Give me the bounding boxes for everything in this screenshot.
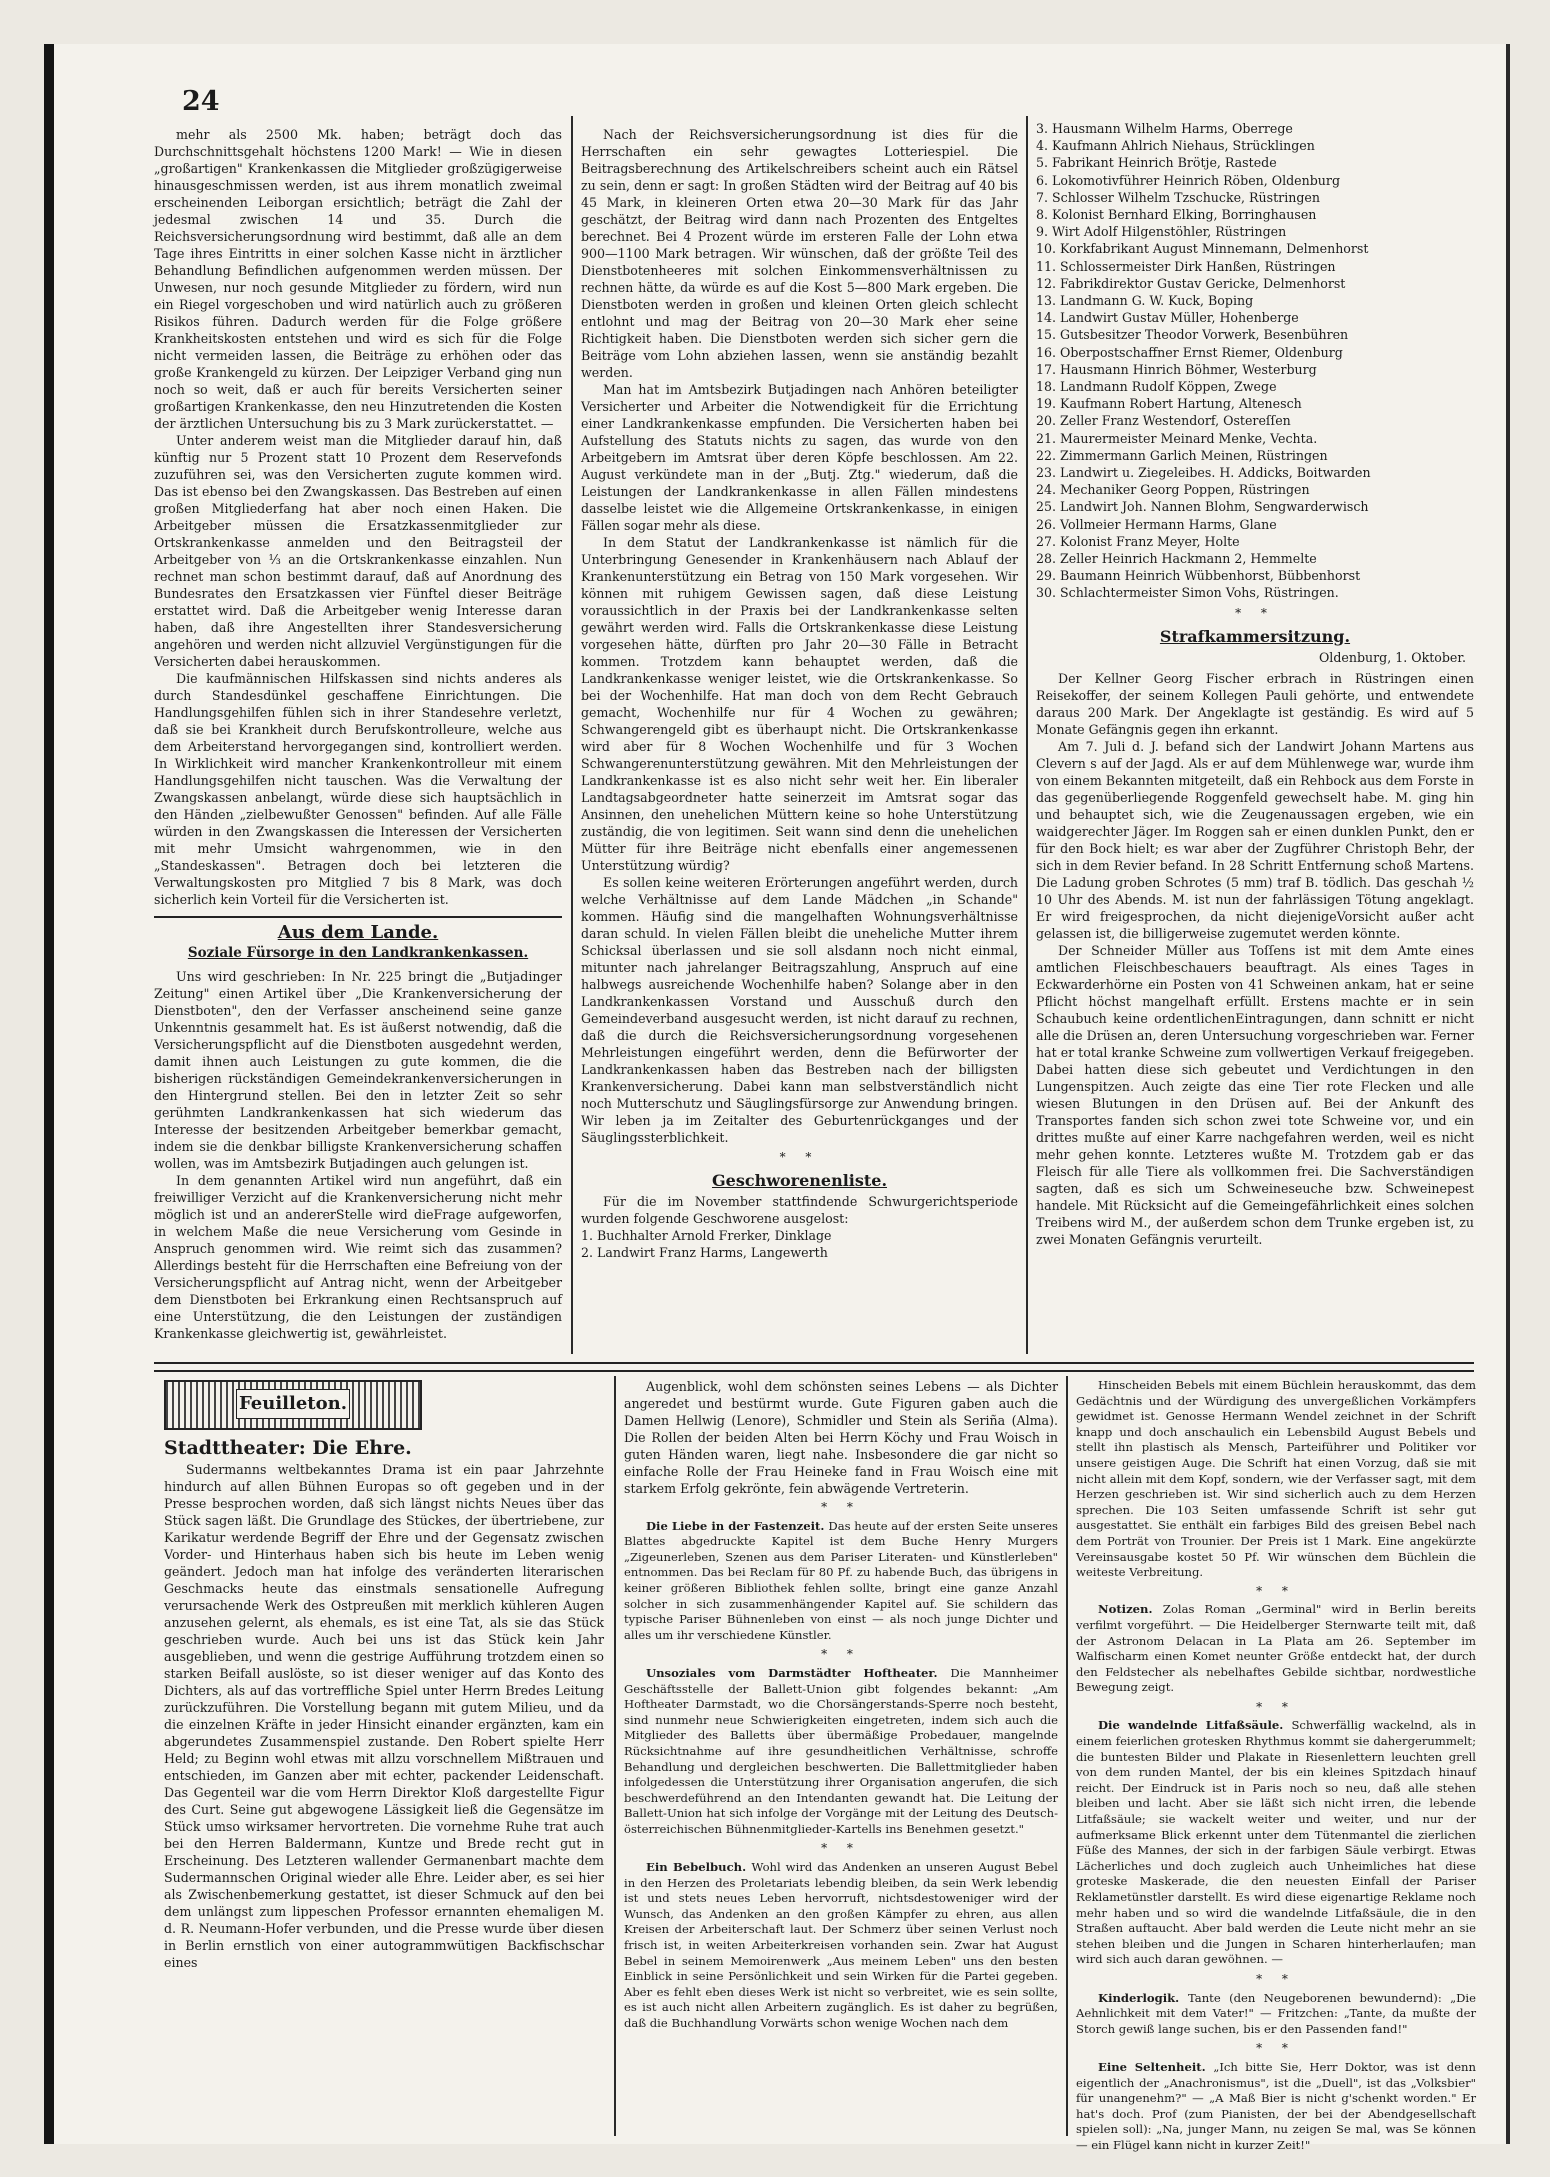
note-text: Schwerfällig wackelnd, als in einem feierlichen grotesken Rhythmus kommt sie dahergerummelt; die buntesten Bilder und Plakate in Riesenlettern leuchten grell von dem runden Mantel, der bis ein kleines Spitzdach hinauf reicht. Der Eindruck ist in Paris noch so neu, daß alle stehen bleiben und lacht. Aber sie läßt sich nicht irren, die lebende Litfaßsäule; sie wackelt weiter und weiter, und nur der aufmerksame Blick erkennt unter dem Tütenmantel die zierlichen Füße des Mannes, der sich in der farbigen Säule verbirgt. Etwas Lächerliches und doch zugleich auch Unheimliches hat diese groteske Maskerade, die den neuesten Einfall der Pariser Reklametünstler darstellt. Es wird diese eigenartige Reklame noch mehr haben und so wird die wandelnde Litfaßsäule, die in den Straßen auftaucht. Aber bald werden die Leute nicht mehr an sie stehen bleiben und die Jungen in Scharen hinterherlaufen; man wird sich auch daran gewöhnen. —	[1076, 1718, 1477, 1967]
juror-entry: 14. Landwirt Gustav Müller, Hohenberge	[1036, 310, 1299, 326]
feuilleton-label: Feuilleton.	[236, 1389, 350, 1419]
separator-stars: * *	[821, 1841, 861, 1856]
juror-entry: 2. Landwirt Franz Harms, Langewerth	[581, 1245, 828, 1261]
feuilleton-note	[624, 1519, 1058, 1644]
juror-entry: 27. Kolonist Franz Meyer, Holte	[1036, 533, 1240, 549]
separator-stars: * *	[1256, 2041, 1296, 2056]
juror-entry: 3. Hausmann Wilhelm Harms, Oberrege	[1036, 121, 1293, 136]
feuilleton-ornament-box	[164, 1380, 422, 1430]
note-lead: Die Liebe in der Fastenzeit.	[646, 1518, 829, 1533]
separator-stars: * *	[821, 1647, 861, 1662]
note-lead: Die wandelnde Litfaßsäule.	[1098, 1718, 1292, 1733]
juror-entry: 23. Landwirt u. Ziegeleibes. H. Addicks, Boitwarden	[1036, 465, 1371, 481]
juror-entry: 7. Schlosser Wilhelm Tzschucke, Rüstringen	[1036, 189, 1320, 205]
article-paragraph: Man hat im Amtsbezirk Butjadingen nach Anhören beteiligter Versicherter und Arbeiter die Notwendigkeit für die Errichtung einer Landkrankenkasse empfunden. Die Versicherten haben bei Aufstellung des Statuts nichts zu sagen, das wurde von den Arbeitgebern im Amtsrat über deren Köpfe beschlossen. Am 22. August verkündete man in der „Butj. Ztg." wiederum, daß die Leistungen der Landkrankenkasse in allen Fällen mindestens dasselbe leistet wie die Allgemeine Ortskrankenkasse, in einigen Fällen sogar mehr als diese.	[581, 382, 1018, 533]
court-report-paragraph: Der Schneider Müller aus Toſſens ist mit dem Amte eines amtlichen Fleischbeschauers beauftragt. Als eines Tages in Eckwarderhörne ein Posten von 41 Schweinen ankam, hat er seine Pflicht höchst mangelhaft erfüllt. Erstens machte er in sein Schaubuch keine ordentlichenEintragungen, dann schnitt er nicht alle die Drüsen an, deren Untersuchung vorgeschrieben war. Ferner hat er total kranke Schweine zum vollwertigen Verkauf freigegeben. Dabei hatten diese sich gebeutet und Verdichtungen in den Lungenspitzen. Auch zeigte das eine Tier rote Flecken und alle wiesen Blutungen in den Drüsen auf. Bei der Ankunft des Transportes fanden sich schon zwei tote Schweine vor, und ein drittes mußte auf einer Karre nachgefahren werden, weil es nicht mehr gehen konnte. Letzteres wußte M. Trotzdem gab er das Fleisch für alle Tiere als vollkommen frei. Die Sachverständigen sagten, daß es sich um Schweineseuche bzw. Schweinepest handele. Mit Rücksicht auf die Gemeingefährlichkeit eines solchen Treibens wird M., der außerdem schon dem Trunke ergeben ist, zu zwei Monaten Gefängnis verurteilt.	[1036, 942, 1474, 1247]
juror-entry: 24. Mechaniker Georg Poppen, Rüstringen	[1036, 482, 1310, 498]
review-paragraph: Augenblick, wohl dem schönsten seines Lebens — als Dichter angeredet und bestürmt wurde. Gute Figuren gaben auch die Damen Hellwig (Lenore), Schmidler und Stein als Seriña (Alma). Die Rollen der beiden Alten bei Herrn Köchy und Frau Woisch in guten Händen waren, liegt nahe. Insbesondere die gar nicht so einfache Rolle der Frau Heineke fand in Frau Woisch eine mit starkem Erfolg gekrönte, fein abwägende Vertreterin.	[624, 1379, 1058, 1496]
juror-entry: 22. Zimmermann Garlich Meinen, Rüstringen	[1036, 447, 1328, 463]
article-paragraph: mehr als 2500 Mk. haben; beträgt doch das Durchschnittsgehalt höchstens 1200 Mark! — Wie in diesen „großartigen" Krankenkassen die Mitglieder großzügigerweise hinausgeschmissen werden, ist aus ihrem monatlich zweimal erscheinenden Leiborgan ersichtlich; beträgt die Zahl der jedesmal zwischen 14 und 35. Durch die Reichsversicherungsordnung wird bestimmt, daß alle an dem Tage ihres Eintritts in einer solchen Kasse nicht in ärztlicher Behandlung Befindlichen aufgenommen werden müssen. Der Unwesen, nur noch gesunde Mitglieder zu fördern, wird nun ein Riegel vorgeschoben und wird natürlich auch zu größeren Risikos führen. Dadurch werden für die Folge größere Krankheitskosten entstehen und wird es sich für die Folge nicht vermeiden lassen, die Beiträge zu erhöhen oder das große Krankengeld zu kürzen. Der Leipziger Verband ging nun noch so weit, daß er auch für bereits Versicherten seiner großartigen Krankenkasse, den neu Hinzutretenden die Kosten der ärztlichen Untersuchung bis zu 3 Mark zurückerstattet. —	[154, 127, 562, 431]
newspaper-page	[44, 44, 1510, 2152]
feuilleton-rule-2	[1066, 1376, 1068, 2136]
column-3	[1036, 120, 1474, 1354]
feuilleton-note	[624, 1666, 1058, 1838]
separator-stars: * *	[1256, 1699, 1296, 1714]
juror-list-part-1	[581, 1227, 1018, 1261]
juror-entry: 29. Baumann Heinrich Wübbenhorst, Bübbenhorst	[1036, 568, 1361, 584]
note-lead: Eine Seltenheit.	[1098, 2059, 1214, 2074]
feuilleton-divider	[154, 1362, 1474, 1372]
column-2	[581, 126, 1018, 1354]
juror-entry: 6. Lokomotivführer Heinrich Röben, Oldenburg	[1036, 172, 1341, 188]
review-paragraph: Sudermanns weltbekanntes Drama ist ein paar Jahrzehnte hindurch auf allen Bühnen Europas so oft gegeben und in der Presse besprochen worden, daß sich längst nichts Neues über das Stück sagen läßt. Die Grundlage des Stückes, der übertriebene, zur Karikatur werdende Begriff der Ehre und der Gegensatz zwischen Vorder- und Hinterhaus haben sich bis heute im Leben wenig geändert. Jedoch man hat infolge des veränderten literarischen Geschmacks heute das einstmals sensationelle Aufregung verursachende Werk des Ostpreußen mit merklich kühleren Augen anzusehen gelernt, als ehemals, es ist eine Tat, als sie das Stück geschrieben wurde. Auch bei uns ist das Stück kein Jahr ausgeblieben, und wenn die gestrige Aufführung trotzdem einen so starken Beifall auslöste, so ist dieser weniger auf das Konto des Dichters, als auf das vortreffliche Spiel unter Herrn Bredes Leitung zurückzuführen. Die Vorstellung begann mit gutem Milieu, und da die einzelnen Kräfte in jeder Hinsicht einander ergänzten, kam ein abgerundetes Zusammenspiel zustande. Den Robert spielte Herr Held; zu Beginn wohl etwas mit allzu vorschnellem Mißtrauen und entschieden, im Ganzen aber mit echter, packender Leidenschaft. Das Gegenteil war die vom Herrn Direktor Kloß dargestellte Figur des Curt. Seine gut abgewogene Lässigkeit ließ die Gegensätze im Stück umso wirksamer hervortreten. Die vornehme Ruhe trat auch bei den Herren Baldermann, Kuntze und Brede recht gut in Erscheinung. Des Letzteren wallender Germanenbart machte dem Sudermannschen Original wieder alle Ehre. Leider aber, es sei hier als Zwischenbemerkung gestattet, ist dieser Schmuck auf den bei dem unlängst zum lippeschen Professor ernannten ehemaligen M. d. R. Neumann-Hofer verbunden, und die Presse wurde über diesen in Berlin ernstlich von einer autogrammwütigen Backfischschar eines	[164, 1462, 604, 1970]
feuilleton-column-1	[164, 1378, 604, 2138]
column-rule-1	[571, 116, 573, 1354]
section-divider	[154, 908, 562, 918]
juror-entry: 13. Landmann G. W. Kuck, Boping	[1036, 293, 1254, 309]
court-section-title: Strafkammersitzung.	[1159, 626, 1351, 646]
juror-entry: 30. Schlachtermeister Simon Vohs, Rüstringen.	[1036, 585, 1339, 601]
separator-stars: * *	[779, 1150, 820, 1164]
column-rule-2	[1026, 116, 1028, 1354]
note-lead: Notizen.	[1098, 1602, 1163, 1617]
feuilleton-note	[1076, 1602, 1476, 1696]
separator-stars: * *	[1256, 1583, 1296, 1598]
page-number: 24	[182, 86, 220, 117]
article-paragraph: Uns wird geschrieben: In Nr. 225 bringt die „Butjadinger Zeitung" einen Artikel über „Die Krankenversicherung der Dienstboten", den der Verfasser anscheinend seine ganze Unkenntnis gesammelt hat. Es ist äußerst notwendig, daß die Versicherungspflicht auf die Dienstboten ausgedehnt werden, damit ihnen auch Leistungen zu gute kommen, die die bisherigen rückständigen Gemeindekrankenversicherungen in den Hintergrund stellen. Bei den in letzter Zeit so sehr gerühmten Landkrankenkassen hat sich wiederum das Interesse der besitzenden Arbeitgeber bemerkbar gemacht, indem sie die denkbar billigste Krankenversicherung schaffen wollen, was im Amtsbezirk Butjadingen auch gelungen ist.	[154, 969, 562, 1171]
note-text: Die Mannheimer Geschäftsstelle der Ballett-Union gibt folgendes bekannt: „Am Hoftheater Darmstadt, wo die Chorsängerstands-Sperre noch besteht, sind nunmehr neue Schwierigkeiten eingetreten, indem sich auch die Mitglieder des Balletts über übermäßige Probedauer, mangelnde Rücksichtnahme auf ihre gesundheitlichen Verhältnisse, schroffe Behandlung und dergleichen beschwerten. Die Ballettmitglieder haben infolgedessen die Unterstützung ihrer Organisation angerufen, die sich beschwerdeführend an den Intendanten gewandt hat. Die Leitung der Ballett-Union hat sich infolge der Vorgänge mit der Leitung des Deutsch-österreichischen Bühnenmitglieder-Kartells ins Benehmen gesetzt."	[624, 1665, 1058, 1836]
juror-entry: 19. Kaufmann Robert Hartung, Altenesch	[1036, 396, 1302, 412]
feuilleton-note	[1076, 2060, 1476, 2154]
note-text: Das heute auf der ersten Seite unseres Blattes abgedruckte Kapitel ist dem Buche Henry Murgers „Zigeunerleben, Szenen aus dem Pariser Literaten- und Künstlerleben" entnommen. Das bei Reclam für 80 Pf. zu habende Buch, das übrigens in keiner größeren Bibliothek fehlen sollte, bringt eine ganze Anzahl solcher in sich zusammenhängender Kapitel auf. Sie schildern das typische Pariser Bühnenleben von einst — als noch junge Dichter und alles um ihr verschiedene Künstler.	[624, 1518, 1058, 1642]
feuilleton-note	[624, 1860, 1058, 2032]
juror-entry: 4. Kaufmann Ahlrich Niehaus, Strücklingen	[1036, 138, 1315, 154]
review-paragraph: Hinscheiden Bebels mit einem Büchlein herauskommt, das dem Gedächtnis und der Würdigung des unvergeßlichen Vorkämpfers gewidmet ist. Genosse Hermann Wendel zeichnet in der Schrift knapp und doch anschaulich ein Lebensbild August Bebels und stellt ihn plastisch als Mensch, Parteiführer und Politiker vor unsere geistigen Auge. Die Schrift hat einen Vorzug, daß sie mit nicht allein mit dem Kopf, sondern, wie der Verfasser sagt, mit dem Herzen geschrieben ist. Wir sind sicherlich auch zu dem Herzen sprechen. Die 103 Seiten umfassende Schrift ist sehr gut ausgestattet. Sie enthält ein farbiges Bild des greisen Bebel nach dem Porträt von Trounier. Der Preis ist 1 Mark. Eine angekürzte Vereinsausgabe kostet 50 Pf. Wir wünschen dem Büchlein die weiteste Verbreitung.	[1076, 1378, 1476, 1580]
note-lead: Kinderlogik.	[1098, 1990, 1188, 2005]
article-paragraph: In dem Statut der Landkrankenkasse ist nämlich für die Unterbringung Genesender in Krankenhäusern nach Ablauf der Krankenunterstützung ein Betrag von 150 Mark vorgesehen. Wir können mit ruhigem Gewissen sagen, daß diese Leistung voraussichtlich in der Praxis bei der Landkrankenkasse selten gewährt werden wird. Falls die Ortskrankenkasse diese Leistung vorgesehen hätte, dürften pro Jahr 20—30 Fälle in Betracht kommen. Trotzdem kann behauptet werden, daß die Landkrankenkasse weniger leistet, wie die Ortskrankenkasse. So bei der Wochenhilfe. Hat man doch von dem Recht Gebrauch gemacht, Wochenhilfe nur für 4 Wochen zu gewähren; Schwangerengeld gibt es überhaupt nicht. Die Ortskrankenkasse wird aber für 8 Wochen Wochenhilfe und für 3 Wochen Schwangerenunterstützung gewähren. Mit den Mehrleistungen der Landkrankenkasse ist es also nicht sehr weit her. Ein liberaler Landtagsabgeordneter hatte seinerzeit im Amtsrat sogar das Ansinnen, den unehelichen Müttern keine so hohe Unterstützung zuständig, die von legitimen. Seit wann sind denn die unehelichen Mütter für ihre Beiträge nicht ebenfalls einer angemessenen Unterstützung würdig?	[581, 535, 1018, 873]
article-paragraph: In dem genannten Artikel wird nun angeführt, daß ein freiwilliger Verzicht auf die Krankenversicherung nicht mehr möglich ist und an andererStelle wird dieFrage aufgeworfen, in welchem Maße die neue Versicherung vom Gesinde in Anspruch genommen wird. Wie reimt sich das zusammen? Allerdings besteht für die Herrschaften eine Befreiung von der Versicherungspflicht auf Antrag nicht, wenn der Arbeitgeber dem Dienstboten bei Erkrankung einen Rechtsanspruch auf eine Unterstützung, die den Leistungen der zuständigen Krankenkasse gleichwertig ist, gewährleistet.	[154, 1173, 562, 1341]
juror-list-part-2	[1036, 120, 1474, 602]
separator-stars: * *	[821, 1500, 861, 1514]
note-text: Wohl wird das Andenken an unseren August Bebel in den Herzen des Proletariats lebendig bleiben, da sein Werk lebendig ist und stets neues Leben hervorruft, nichtsdestoweniger wird der Wunsch, das Andenken an den großen Kämpfer zu ehren, aus allen Kreisen der Arbeiterschaft laut. Der Schmerz über seinen Verlust noch frisch ist, in weiten Arbeiterkreisen vorhanden sein. Zwar hat August Bebel in seinem Memoirenwerk „Aus meinem Leben" uns den besten Einblick in seine Persönlichkeit und sein Wirken für die Partei gegeben. Aber es fehlt eben dieses Werk ist nicht so verbreitet, wie es sein sollte, es ist auch nicht allen Arbeitern zugänglich. Es ist daher zu begrüßen, daß die Buchhandlung Vorwärts schon wenige Wochen nach dem	[624, 1860, 1058, 2030]
feuilleton-note	[1076, 1718, 1476, 1968]
juror-entry: 1. Buchhalter Arnold Frerker, Dinklage	[581, 1228, 832, 1243]
juror-entry: 21. Maurermeister Meinard Menke, Vechta.	[1036, 430, 1318, 446]
note-text: Tante (den Neugeborenen bewundernd): „Die Aehnlichkeit mit dem Vater!" — Fritzchen: „Tante, da mußte der Storch gewiß lange suchen, bis er den Passenden fand!"	[1076, 1990, 1476, 2036]
article-paragraph: Es sollen keine weiteren Erörterungen angeführt werden, durch welche Verhältnisse auf dem Lande Mädchen „in Schande" kommen. Häufig sind die mangelhaften Wohnungsverhältnisse daran schuld. In vielen Fällen bleibt die uneheliche Mutter ihrem Schicksal überlassen und sie soll alsdann noch nicht einmal, mitunter nach jahrelanger Beitragszahlung, Anspruch auf eine halbwegs ausreichende Wochenhilfe haben? Solange aber in den Landkrankenkassen Vorstand und Ausschuß durch den Gemeindeverband ausgesucht werden, ist nicht darauf zu rechnen, daß die durch die Reichsversicherungsordnung vorgesehenen Mehrleistungen eingeführt werden, denn die Befürworter der Landkrankenkassen haben das Bestreben nach der billigsten Krankenversicherung. Dabei kann man selbstverständlich nicht noch Mutterschutz und Säuglingsfürsorge zur Anwendung bringen. Wir leben ja im Zeitalter des Geburtenrückganges und der Säuglingssterblichkeit.	[581, 875, 1018, 1145]
feuilleton-column-3	[1076, 1378, 1477, 2152]
juror-entry: 20. Zeller Franz Westendorf, Ostereſſen	[1036, 413, 1291, 429]
court-report-paragraph: Am 7. Juli d. J. befand sich der Landwirt Johann Martens aus Clevern s auf der Jagd. Als er auf dem Mühlenwege war, wurde ihm von einem Bekannten mitgeteilt, daß ein Rehbock aus dem Forste in das gegenüberliegende Roggenfeld gewechselt habe. M. ging hin und behauptet sich, wie die Zeugenaussagen ergeben, wie ein waidgerechter Jäger. Im Roggen sah er einen dunklen Punkt, den er für den Bock hielt; es war aber der Zugführer Christoph Behr, der sich in dem Revier befand. In 28 Schritt Entfernung schoß Martens. Die Ladung groben Schrotes (5 mm) traf B. tödlich. Das geschah ½ 10 Uhr des Abends. M. ist nun der fahrlässigen Tötung angeklagt. Er wird freigesprochen, da nicht diejenigeVorsicht außer acht gelassen ist, die billigerweise zugemutet werden könnte.	[1036, 738, 1474, 941]
court-report-paragraph: Der Kellner Georg Fischer erbrach in Rüstringen einen Reisekoffer, der seinem Kollegen Pauli gehörte, und entwendete daraus 200 Mark. Der Angeklagte ist geständig. Es wird auf 5 Monate Gefängnis gegen ihn erkannt.	[1036, 670, 1474, 737]
note-lead: Ein Bebelbuch.	[646, 1860, 752, 1875]
juror-entry: 18. Landmann Rudolf Köppen, Zwege	[1036, 379, 1277, 395]
juror-entry: 12. Fabrikdirektor Gustav Gericke, Delmenhorst	[1036, 275, 1346, 291]
section-title: Aus dem Lande.	[277, 922, 439, 943]
feuilleton-note	[1076, 1991, 1476, 2038]
juror-entry: 16. Oberpostschaffner Ernst Riemer, Oldenburg	[1036, 344, 1343, 360]
juror-entry: 17. Hausmann Hinrich Böhmer, Westerburg	[1036, 361, 1317, 377]
juror-entry: 9. Wirt Adolf Hilgenstöhler, Rüstringen	[1036, 224, 1287, 240]
juror-entry: 5. Fabrikant Heinrich Brötje, Rastede	[1036, 155, 1277, 171]
separator-stars: * *	[1235, 605, 1275, 620]
article-paragraph: Nach der Reichsversicherungsordnung ist dies für die Herrschaften ein sehr gewagtes Lotteriespiel. Die Beitragsberechnung des Artikelschreibers scheint auch ein Rätsel zu sein, denn er sagt: In großen Städten wird der Beitrag auf 40 bis 45 Mark, in kleineren Orten etwa 20—30 Mark für das Jahr geschätzt, der Beitrag wird dann nach Prozenten des Entgeltes berechnet. Bei 4 Prozent würde im ersteren Falle der Lohn etwa 900—1100 Mark betragen. Wir wünschen, daß der größte Teil des Dienstbotenheeres mit solchen Einkommensverhältnissen zu rechnen hätte, da würde es auf die Kost 5—800 Mark ergeben. Die Dienstboten werden in großen und kleinen Orten gleich schlecht entlohnt und mag der Beitrag von 20—30 Mark eher seine Richtigkeit haben. Die Dienstboten werden sich sicher gern die Beiträge vom Lohn abziehen lassen, wenn sie anständig bezahlt werden.	[581, 127, 1018, 380]
juror-entry: 28. Zeller Heinrich Hackmann 2, Hemmelte	[1036, 551, 1317, 567]
note-text: „Ich bitte Sie, Herr Doktor, was ist denn eigentlich der „Anachronismus", ist die „Duell", ist das „Volksbier" für unangenehm?" — „A Maß Bier is nicht g'schenkt worden." Er hat's doch. Prof (zum Pianisten, der bei der Abendgesellschaft spielen soll): „Na, junger Mann, nu zeigen Se mal, was Se können — ein Flügel kann nicht in kurzer Zeit!"	[1076, 2059, 1476, 2152]
section-subtitle: Soziale Fürsorge in den Landkrankenkassen.	[187, 945, 529, 961]
juror-entry: 25. Landwirt Joh. Nannen Blohm, Sengwarderwisch	[1036, 499, 1369, 515]
note-text: Zolas Roman „Germinal" wird in Berlin bereits verfilmt vorgeführt. — Die Heidelberger Sternwarte teilt mit, daß der Astronom Delacan in La Plata am 26. September im Walfischarm einen Komet neunter Größe entdeckt hat, der durch den Feldstecher als nebelhaftes Gebilde sichtbar, nordwestliche Bewegung zeigt.	[1076, 1602, 1477, 1695]
juror-list-title: Geschworenenliste.	[711, 1171, 888, 1190]
separator-stars: * *	[1256, 1971, 1296, 1986]
column-1	[154, 126, 562, 1354]
juror-entry: 26. Vollmeier Hermann Harms, Glane	[1036, 516, 1277, 532]
feuilleton-title: Stadttheater: Die Ehre.	[164, 1437, 412, 1459]
feuilleton-column-2	[624, 1378, 1058, 2138]
juror-intro: Für die im November stattfindende Schwurgerichtsperiode wurden folgende Geschworene ausgelost:	[581, 1194, 1018, 1226]
juror-entry: 8. Kolonist Bernhard Elking, Borringhausen	[1036, 207, 1317, 223]
juror-entry: 11. Schlossermeister Dirk Hanßen, Rüstringen	[1036, 258, 1336, 274]
feuilleton-rule-1	[614, 1376, 616, 2136]
note-lead: Unsoziales vom Darmstädter Hoftheater.	[646, 1665, 951, 1680]
article-paragraph: Die kaufmännischen Hilfskassen sind nichts anderes als durch Standesdünkel geschaffene Einrichtungen. Die Handlungsgehilfen fühlen sich in ihrer Standesehre verletzt, daß sie bei Krankheit durch Berufskontrolleure, welche aus dem Arbeiterstand hervorgegangen sind, kontrolliert werden. In Wirklichkeit wird mancher Krankenkontrolleur mit einem Handlungsgehilfen nicht tauschen. Was die Verwaltung der Zwangskassen anbelangt, würde diese sich hauptsächlich in den Händen „zielbewußter Genossen" befinden. Auf alle Fälle würden in den Zwangskassen die Interessen der Versicherten mit mehr Umsicht wahrgenommen, wie in den „Standeskassen". Betragen doch bei letzteren die Verwaltungskosten pro Mitglied 7 bis 8 Mark, was doch sicherlich kein Vorteil für die Versicherten ist.	[154, 671, 562, 907]
juror-entry: 15. Gutsbesitzer Theodor Vorwerk, Besenbühren	[1036, 327, 1349, 343]
juror-entry: 10. Korkfabrikant August Minnemann, Delmenhorst	[1036, 241, 1369, 257]
court-dateline: Oldenburg, 1. Oktober.	[1318, 649, 1466, 665]
article-paragraph: Unter anderem weist man die Mitglieder darauf hin, daß künftig nur 5 Prozent statt 10 Prozent dem Reservefonds zuzuführen sei, was den Versicherten zugute kommen wird. Das ist ebenso bei den Zwangskassen. Das Bestreben auf einen großen Mitgliederfang hat aber noch einen Haken. Die Arbeitgeber müssen die Ersatzkassenmitglieder zur Ortskrankenkasse anmelden und den Beitragsteil der Arbeitgeber von ⅓ an die Ortskrankenkasse einzahlen. Nun rechnet man schon bestimmt darauf, daß auf Anordnung des Bundesrates den Ersatzkassen vier Fünftel dieser Beiträge erstattet wird. Daß die Arbeitgeber wenig Interesse daran haben, daß ihre Angestellten ihrer Standesversicherung angehören und werden nicht allzuviel Vergünstigungen für die Versicherten dabei herauskommen.	[154, 433, 562, 669]
